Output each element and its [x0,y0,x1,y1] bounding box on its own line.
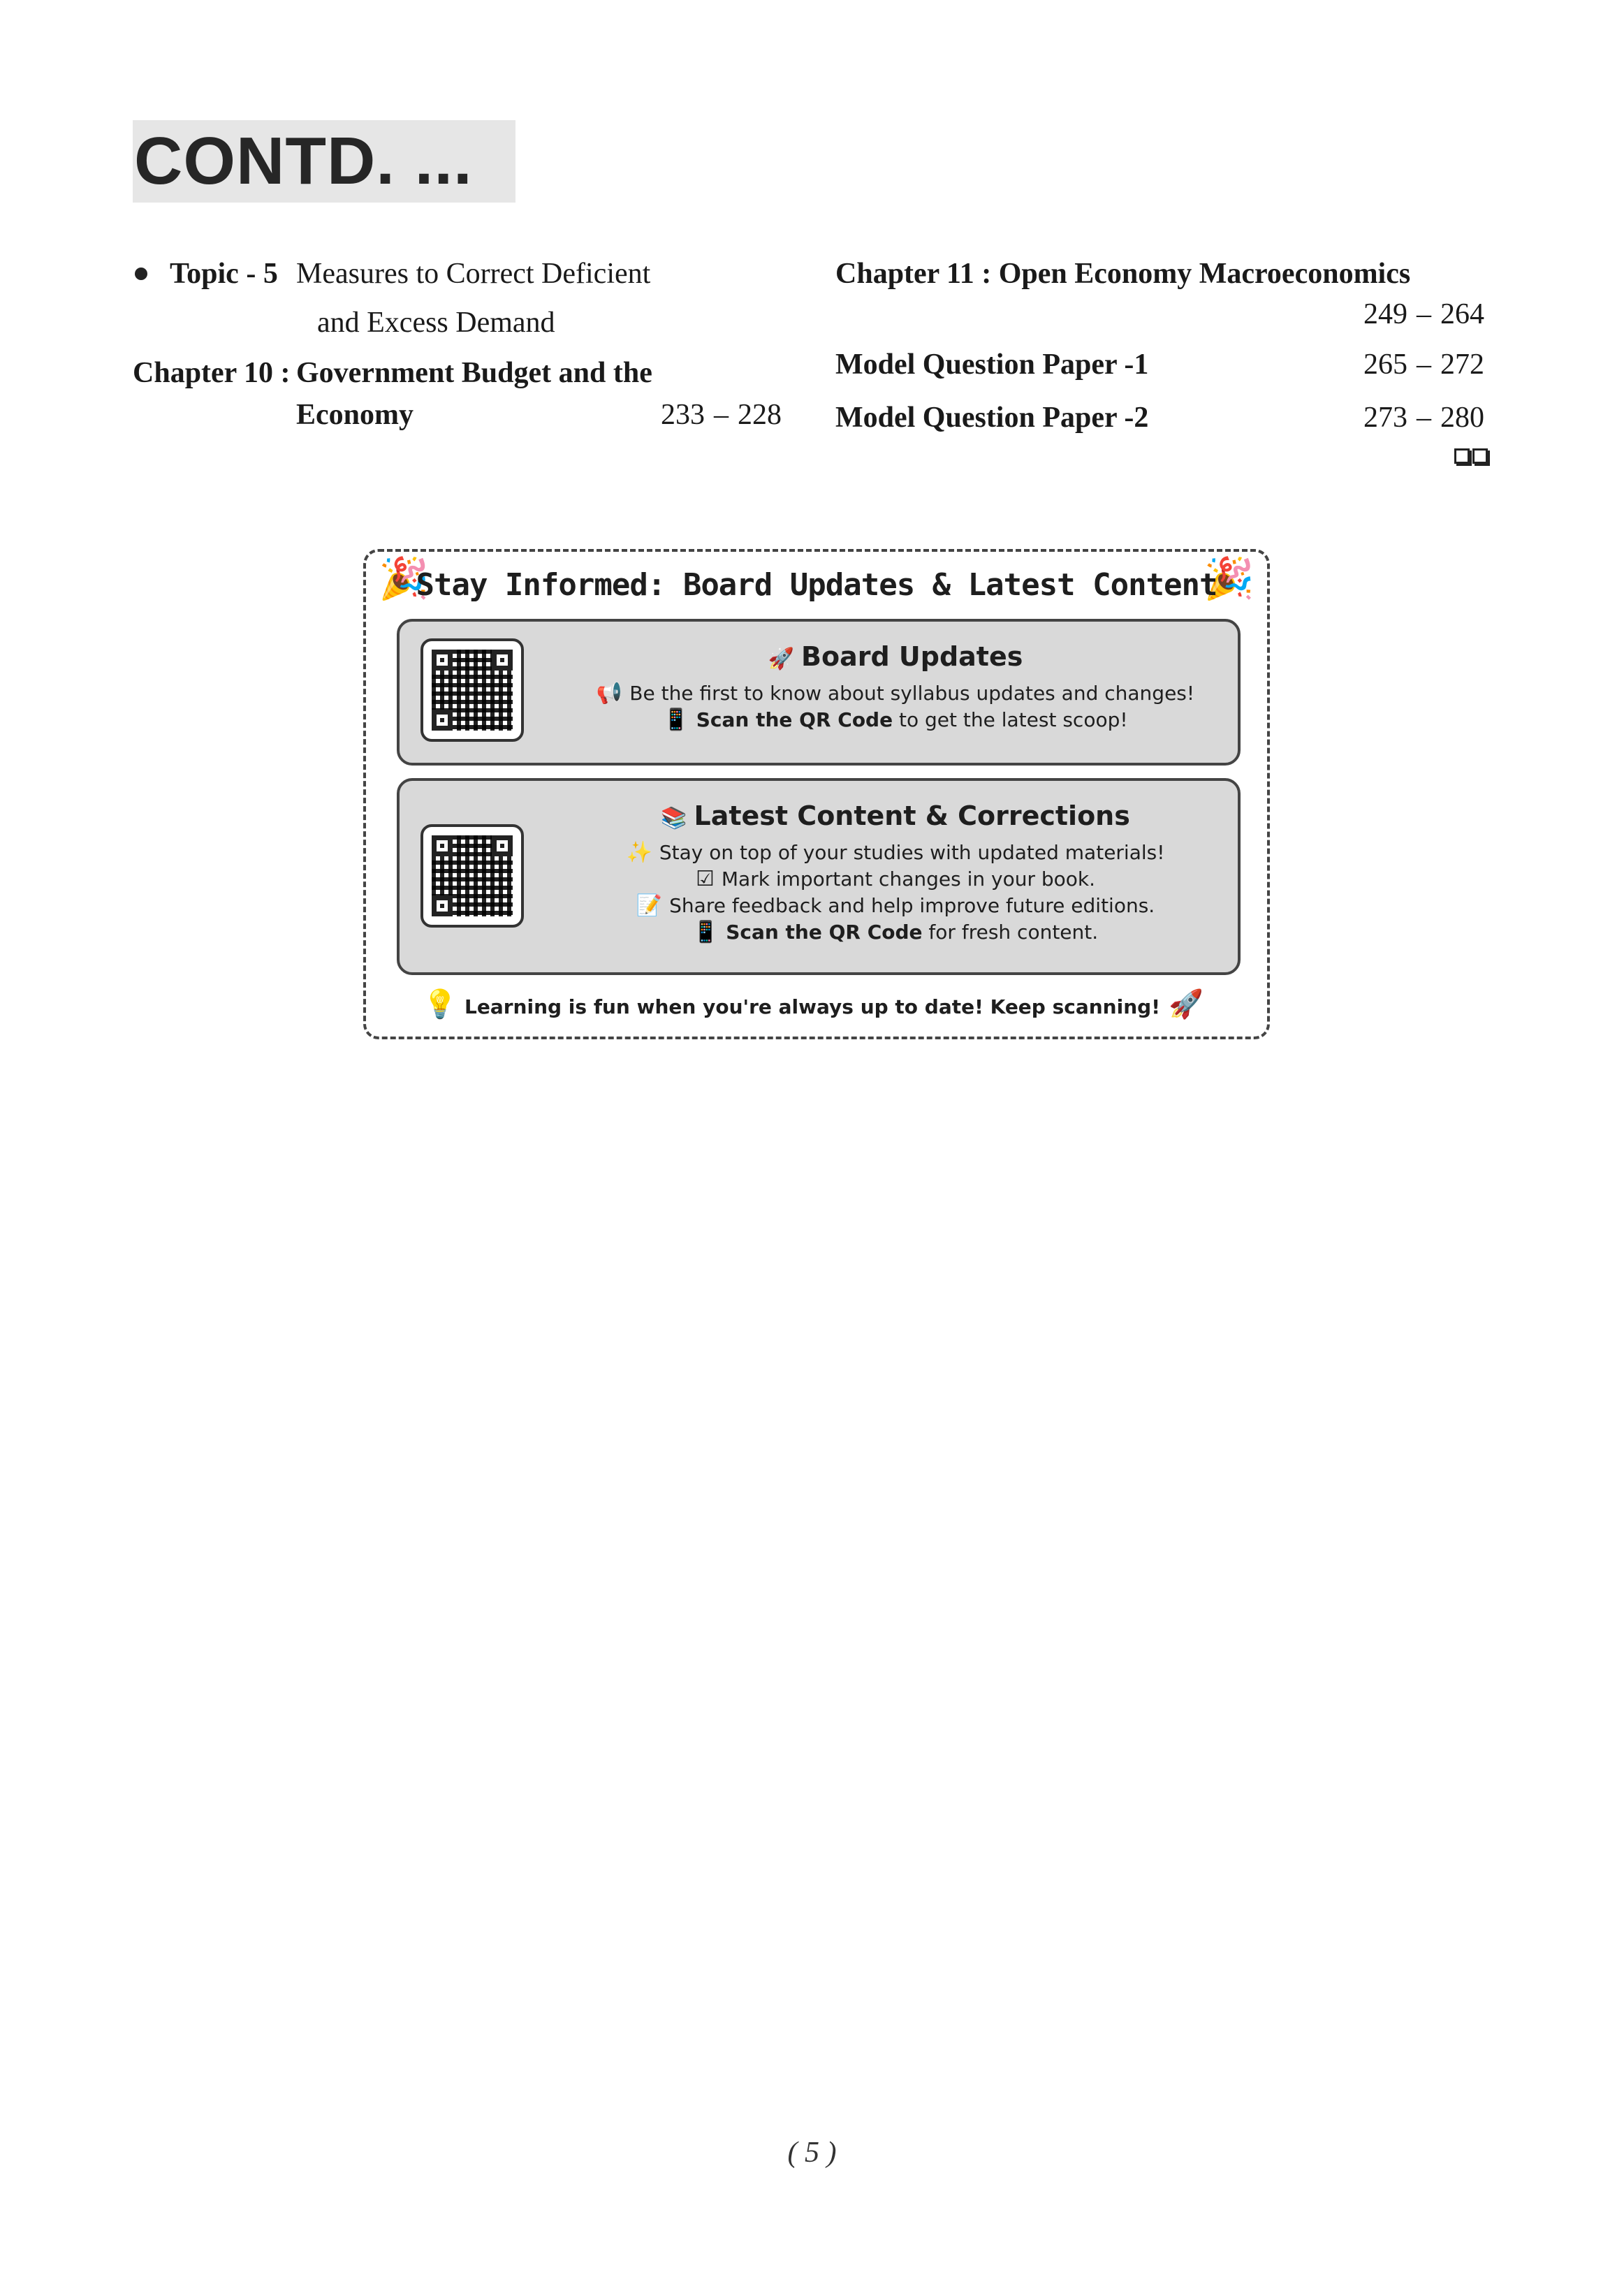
topic-5-title-line1: Measures to Correct Deficient [296,258,651,290]
scan-qr-text: Scan the QR Code [696,708,893,731]
page-dash: – [1417,298,1431,330]
rocket-icon: 🚀 [768,647,794,671]
latest-content-line1 [567,840,1224,866]
board-updates-heading [567,641,1224,672]
model-paper-2-pages [1363,398,1484,437]
megaphone-icon: 📢 [596,681,623,705]
page-dash: – [1417,349,1431,381]
page-start: 273 [1363,402,1407,434]
latest-content-line4 [567,919,1224,946]
books-icon: 📚 [661,806,687,830]
party-popper-icon: 🎉 [379,555,430,602]
topic-5-label: Topic - 5 [170,258,278,290]
chapter-11-pages [1363,295,1484,334]
latest-content-heading [567,800,1224,831]
latest-content-line4-text: for fresh content. [922,921,1099,944]
party-popper-icon: 🎉 [1204,555,1254,602]
board-updates-line2-text: to get the latest scoop! [893,708,1128,731]
page-start: 265 [1363,349,1407,381]
page-start: 249 [1363,298,1407,330]
info-box [363,549,1270,1039]
page-start: 233 [661,399,705,431]
board-updates-line1-text: Be the first to know about syllabus updates and changes! [629,682,1195,705]
latest-content-line2-text: Mark important changes in your book. [721,868,1096,891]
lightbulb-icon: 💡 [423,988,458,1020]
chapter-10-title-line1: Government Budget and the [296,357,652,389]
latest-content-line2 [567,866,1224,893]
latest-content-line3 [567,893,1224,919]
page-number: ( 5 ) [787,2137,837,2169]
page-title: CONTD. ... [133,120,515,203]
latest-content-panel [397,778,1241,975]
page-dash: – [714,399,729,431]
rocket-icon: 🚀 [1168,988,1204,1020]
model-paper-2-title: Model Question Paper -2 [835,402,1149,434]
phone-icon: 📱 [692,920,719,944]
info-box-footer-text: Learning is fun when you're always up to date! Keep scanning! [464,995,1160,1018]
sparkles-icon: ✨ [626,840,652,865]
chapter-10-pages [661,395,782,434]
page-end: 264 [1440,298,1484,330]
latest-content-line3-text: Share feedback and help improve future editions. [669,894,1155,917]
qr-code-icon[interactable] [420,638,524,742]
qr-code-icon[interactable] [420,824,524,928]
scan-qr-text: Scan the QR Code [726,921,923,944]
memo-icon: 📝 [636,893,663,918]
latest-content-title: Latest Content & Corrections [694,800,1130,831]
latest-content-line1-text: Stay on top of your studies with updated materials! [659,841,1165,864]
page-end: 272 [1440,349,1484,381]
board-updates-line2 [567,707,1224,733]
bullet-icon [135,268,147,280]
chapter-10-label: Chapter 10 : [133,357,291,389]
board-updates-title: Board Updates [801,641,1023,672]
model-paper-1-title: Model Question Paper -1 [835,349,1149,381]
board-updates-line1 [567,680,1224,707]
check-icon: ☑ [695,867,715,891]
chapter-10-title-line2: Economy [296,399,414,431]
page-dash: – [1417,402,1431,434]
info-box-title: Stay Informed: Board Updates & Latest Content [416,567,1217,603]
page-end: 228 [738,399,782,431]
board-updates-content [567,641,1224,733]
topic-5-title-line2: and Excess Demand [317,307,555,339]
model-paper-1-pages [1363,345,1484,384]
end-marker-icon [1454,448,1491,467]
phone-icon: 📱 [663,708,689,732]
page-end: 280 [1440,402,1484,434]
latest-content-content [567,800,1224,946]
info-box-footer [366,988,1267,1020]
chapter-11-title: Chapter 11 : Open Economy Macroeconomics [835,258,1411,290]
board-updates-panel [397,619,1241,766]
